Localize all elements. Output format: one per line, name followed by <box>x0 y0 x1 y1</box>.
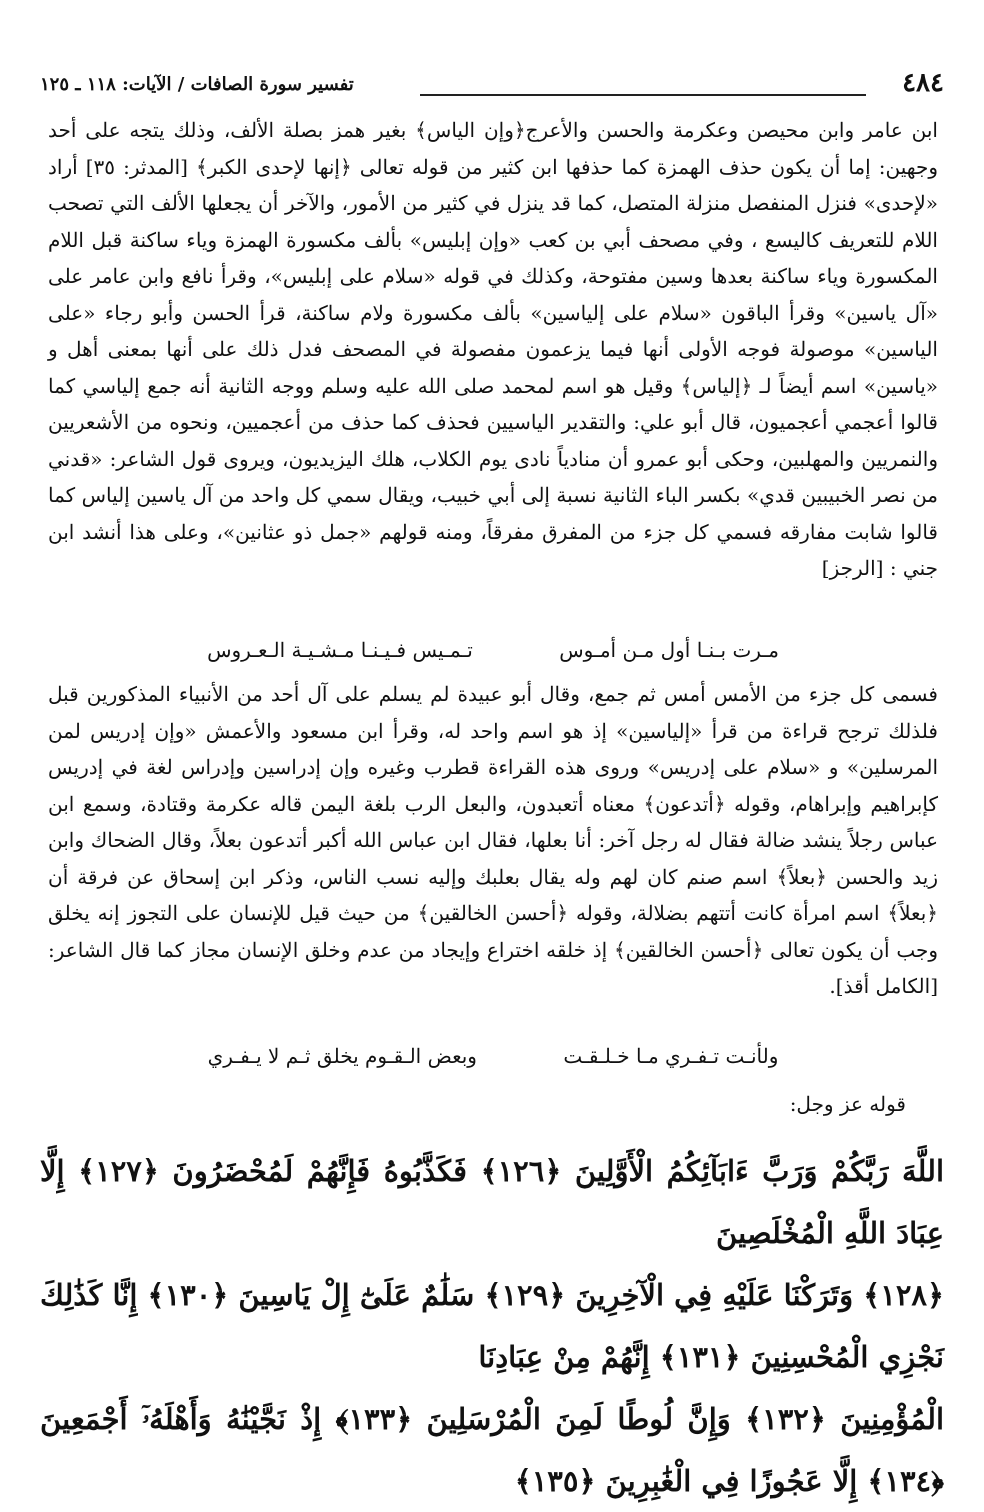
poetry-verse-1 <box>48 630 938 670</box>
verse-1-hemistich-right: مـرت بـنـا أول مـن أمـوس <box>559 638 779 662</box>
poetry-verse-2 <box>48 1036 938 1076</box>
verse-2-hemistich-right: ولأنـت تـفـري مـا خـلـقـت <box>563 1044 779 1068</box>
paragraph-1: ابن عامر وابن محيصن وعكرمة والحسن والأعرج﴿وإن الياس﴾ بغير همز بصلة الألف، وذلك يتجه على أحد وجهين: إما أن يكون حذف الهمزة كما حذفها ابن كثير من قوله تعالى ﴿إنها لإحدى الكبر﴾ [المدثر: ٣٥] أراد «لإحدى» فنزل المنفصل منزلة المتصل، كما قد ينزل في كثير من الأمور، والآخر أن يجعلها الألف التي تصحب اللام للتعريف كاليسع ، وفي مصحف أبي بن كعب «وإن إبليس» بألف مكسورة الهمزة وياء ساكنة قبل اللام المكسورة وياء ساكنة بعدها وسين مفتوحة، وكذلك في قوله «سلام على إبليس»، وقرأ نافع وابن عامر على «آل ياسين» وقرأ الباقون «سلام على إلياسين» بألف مكسورة ولام ساكنة، قرأ الحسن وأبو رجاء «على الياسين» موصولة فوجه الأولى أنها فيما يزعمون مفصولة في المصحف فدل ذلك على أنها بمعنى أهل و «ياسين» اسم أيضاً لـ ﴿إلياس﴾ وقيل هو اسم لمحمد صلى الله عليه وسلم ووجه الثانية أنه جمع إلياسي كما قالوا أعجمي أعجميون، قال أبو علي: والتقدير الياسيين فحذف كما حذف من أعجميين، ونحوه من الأشعريين والنمريين والمهلبين، وحكى أبو عمرو أن منادياً نادى يوم الكلاب، هلك اليزيديون، ويروى قول الشاعر: «قدني من نصر الخبيبين قدي» بكسر الباء الثانية نسبة إلى أبي خبيب، ويقال سمي كل واحد من آل ياسين إلياس كما قالوا شابت مفارقه فسمي كل جزء من المفرق مفرقاً، ومنه قولهم «جمل ذو عثانين»، وعلى هذا أنشد ابن جني : [الرجز] <box>48 118 938 580</box>
running-title: تفسير سورة الصافات / الآيات: ١١٨ ـ ١٢٥ <box>40 74 354 95</box>
page-number: ٤٨٤ <box>902 68 944 98</box>
quran-line-3: الْمُؤْمِنِينَ ﴿١٣٢﴾ وَإِنَّ لُوطًا لَمِنَ الْمُرْسَلِينَ ﴿١٣٣﴾ إِذْ نَجَّيْنَٰهُ وَأَهْلَهُۥٓ أَجْمَعِينَ ﴿١٣٤﴾ إِلَّا عَجُوزًا فِي الْغَٰبِرِينَ ﴿١٣٥﴾ <box>40 1402 944 1498</box>
quran-line-1: اللَّهَ رَبَّكُمْ وَرَبَّ ءَابَآئِكُمُ الْأَوَّلِينَ ﴿١٢٦﴾ فَكَذَّبُوهُ فَإِنَّهُمْ لَمُحْضَرُونَ ﴿١٢٧﴾ إِلَّا عِبَادَ اللَّهِ الْمُخْلَصِينَ <box>40 1154 944 1250</box>
commentary-text-2 <box>48 676 938 1005</box>
commentary-text <box>48 112 938 587</box>
page-header <box>40 68 944 98</box>
header-rule <box>420 94 866 96</box>
verse-2-hemistich-left: وبعض الـقـوم يخلق ثـم لا يـفـري <box>207 1044 477 1068</box>
quran-text <box>40 1140 944 1512</box>
verse-1-hemistich-left: تـمـيس فـيـنـا مـشـيـة الـعـروس <box>207 638 473 662</box>
quran-line-2: ﴿١٢٨﴾ وَتَرَكْنَا عَلَيْهِ فِي الْآخِرِينَ ﴿١٢٩﴾ سَلَٰمٌ عَلَىٰٓ إِلْ يَاسِينَ ﴿١٣٠﴾ إِنَّا كَذَٰلِكَ نَجْزِي الْمُحْسِنِينَ ﴿١٣١﴾ إِنَّهُمْ مِنْ عِبَادِنَا <box>40 1278 945 1374</box>
paragraph-2: فسمى كل جزء من الأمس أمس ثم جمع، وقال أبو عبيدة لم يسلم على آل أحد من الأنبياء المذكورين قبل فلذلك ترجح قراءة من قرأ «إلياسين» إذ هو اسم واحد له، وقرأ ابن مسعود والأعمش «وإن إدريس لمن المرسلين» و «سلام على إدريس» وروى هذه القراءة قطرب وغيره وإن إدراسين وإدراس لغة في إدريس كإبراهيم وإبراهام، وقوله ﴿أتدعون﴾ معناه أتعبدون، والبعل الرب بلغة اليمن قاله عكرمة وقتادة، وسمع ابن عباس رجلاً ينشد ضالة فقال له رجل آخر: أنا بعلها، فقال ابن عباس الله أكبر أتدعون بعلاً، وقال الضحاك وابن زيد والحسن ﴿بعلاً﴾ اسم صنم كان لهم وله يقال بعلبك وإليه نسب الناس، وذكر ابن إسحاق عن فرقة أن ﴿بعلاً﴾ اسم امرأة كانت أتتهم بضلالة، وقوله ﴿أحسن الخالقين﴾ من حيث قيل للإنسان على التجوز إنه يخلق وجب أن يكون تعالى ﴿أحسن الخالقين﴾ إذ خلقه اختراع وإيجاد من عدم وخلق الإنسان مجاز كما قال الشاعر: [الكامل أقذ]. <box>48 682 938 998</box>
verse-intro: قوله عز وجل: <box>789 1092 906 1116</box>
